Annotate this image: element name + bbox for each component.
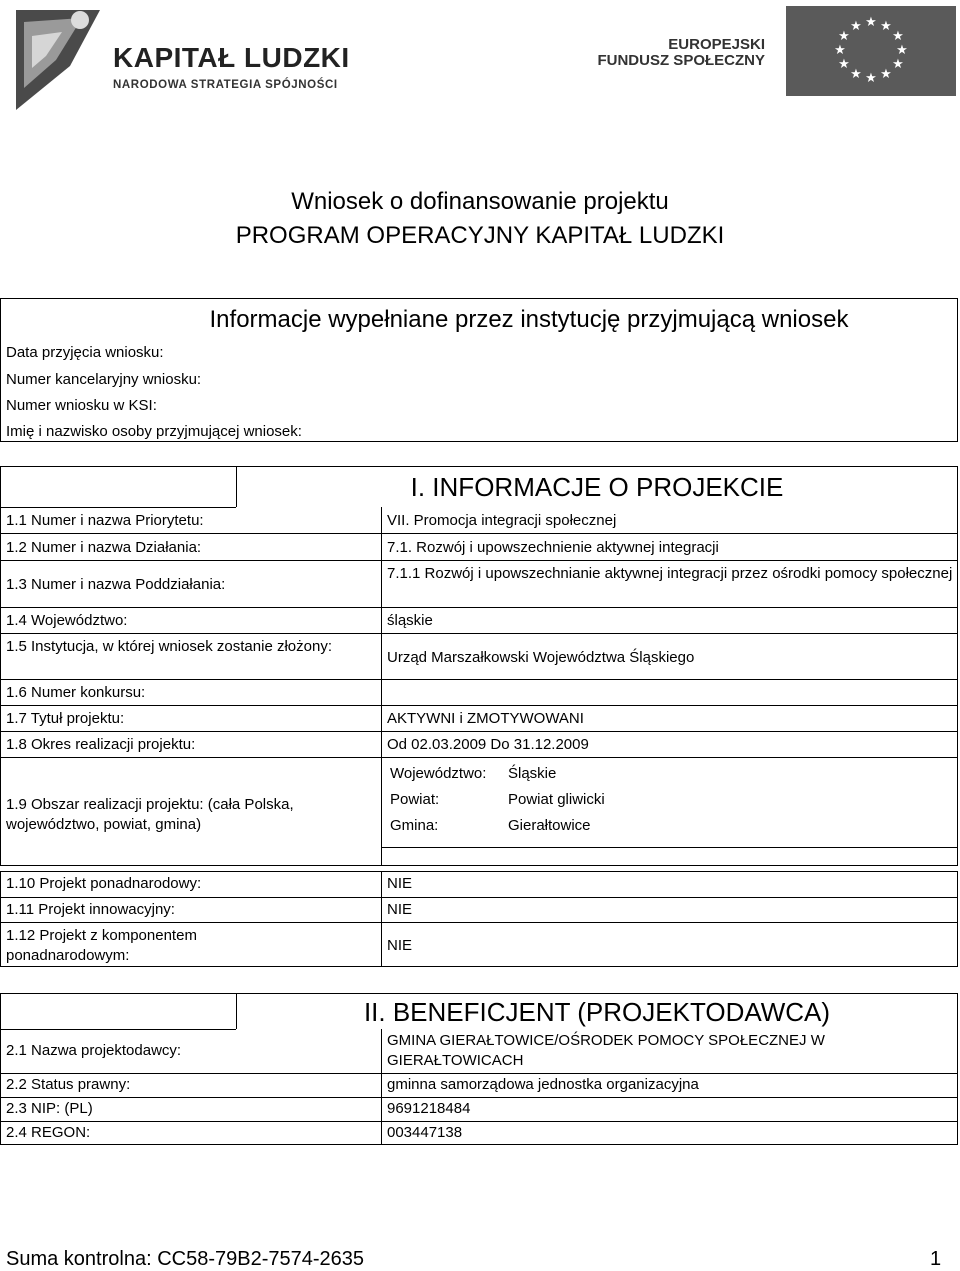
svg-text:★: ★ bbox=[865, 15, 877, 30]
project-title-label: 1.7 Tytuł projektu: bbox=[6, 710, 125, 727]
area-commune-value: Gierałtowice bbox=[508, 817, 591, 834]
intake-info-title: Informacje wypełniane przez instytucję przyjmującą wniosek bbox=[209, 306, 849, 333]
footer-checksum: Suma kontrolna: CC58-79B2-7574-2635 bbox=[6, 1248, 364, 1270]
svg-text:★: ★ bbox=[834, 43, 846, 58]
area-voivodeship-value: Śląskie bbox=[508, 765, 557, 782]
transnational-value: NIE bbox=[387, 875, 413, 892]
legal-status-label: 2.2 Status prawny: bbox=[6, 1076, 131, 1093]
document-title: Wniosek o dofinansowanie projektu bbox=[291, 188, 669, 215]
action-label: 1.2 Numer i nazwa Działania: bbox=[6, 539, 202, 556]
svg-text:★: ★ bbox=[850, 67, 862, 82]
transnational-component-value: NIE bbox=[387, 937, 413, 954]
area-label: 1.9 Obszar realizacji projektu: (cała Polska, województwo, powiat, gmina) bbox=[6, 796, 294, 833]
institution-value: Urząd Marszałkowski Województwa Śląskiego bbox=[387, 649, 695, 666]
kapital-ludzki-subtitle: NARODOWA STRATEGIA SPÓJNOŚCI bbox=[113, 79, 338, 91]
priority-label: 1.1 Numer i nazwa Priorytetu: bbox=[6, 512, 204, 529]
svg-text:★: ★ bbox=[838, 57, 850, 72]
priority-value: VII. Promocja integracji społecznej bbox=[387, 512, 617, 529]
eu-flag-icon bbox=[786, 6, 956, 96]
beneficiary-name-value: GMINA GIERAŁTOWICE/OŚRODEK POMOCY SPOŁECZNEJ W GIERAŁTOWICACH bbox=[387, 1032, 825, 1069]
intake-field-label: Numer kancelaryjny wniosku: bbox=[6, 371, 202, 388]
innovative-label: 1.11 Projekt innowacyjny: bbox=[6, 901, 175, 918]
institution-label: 1.5 Instytucja, w której wniosek zostanie złożony: bbox=[6, 638, 332, 655]
intake-field-label: Imię i nazwisko osoby przyjmującej wniosek: bbox=[6, 423, 302, 440]
svg-text:★: ★ bbox=[892, 57, 904, 72]
svg-text:★: ★ bbox=[880, 67, 892, 82]
area-commune-key: Gmina: bbox=[390, 817, 439, 834]
svg-text:★: ★ bbox=[896, 43, 908, 58]
document-subtitle: PROGRAM OPERACYJNY KAPITAŁ LUDZKI bbox=[235, 222, 725, 249]
kapital-ludzki-logo bbox=[0, 0, 390, 120]
legal-status-value: gminna samorządowa jednostka organizacyjna bbox=[387, 1076, 699, 1093]
voivodeship-value: śląskie bbox=[387, 612, 433, 629]
transnational-component-label: 1.12 Projekt z komponentem ponadnarodowym: bbox=[6, 927, 197, 964]
action-value: 7.1. Rozwój i upowszechnienie aktywnej integracji bbox=[387, 539, 719, 556]
contest-number-label: 1.6 Numer konkursu: bbox=[6, 684, 146, 701]
svg-text:★: ★ bbox=[865, 71, 877, 86]
efs-logo-line2: FUNDUSZ SPOŁECZNY bbox=[597, 52, 765, 69]
svg-text:★: ★ bbox=[850, 19, 862, 34]
section-title-beneficiary: II. BENEFICJENT (PROJEKTODAWCA) bbox=[363, 997, 831, 1027]
project-title-value: AKTYWNI i ZMOTYWOWANI bbox=[387, 710, 584, 727]
kapital-ludzki-title: KAPITAŁ LUDZKI bbox=[113, 42, 350, 73]
kapital-ludzki-emblem-icon bbox=[10, 6, 106, 112]
period-label: 1.8 Okres realizacji projektu: bbox=[6, 736, 196, 753]
intake-field-label: Data przyjęcia wniosku: bbox=[6, 344, 164, 361]
section-title-project: I. INFORMACJE O PROJEKCIE bbox=[410, 472, 784, 502]
transnational-label: 1.10 Projekt ponadnarodowy: bbox=[6, 875, 202, 892]
area-county-value: Powiat gliwicki bbox=[508, 791, 605, 808]
area-county-key: Powiat: bbox=[390, 791, 440, 808]
footer-page-number: 1 bbox=[930, 1248, 942, 1270]
efs-logo bbox=[590, 0, 960, 100]
svg-text:★: ★ bbox=[880, 19, 892, 34]
regon-label: 2.4 REGON: bbox=[6, 1124, 91, 1141]
nip-label: 2.3 NIP: (PL) bbox=[6, 1100, 93, 1117]
regon-value: 003447138 bbox=[387, 1124, 463, 1141]
nip-value: 9691218484 bbox=[387, 1100, 471, 1117]
svg-text:★: ★ bbox=[892, 29, 904, 44]
voivodeship-label: 1.4 Województwo: bbox=[6, 612, 128, 629]
svg-text:★: ★ bbox=[838, 29, 850, 44]
beneficiary-name-label: 2.1 Nazwa projektodawcy: bbox=[6, 1042, 182, 1059]
subaction-value: 7.1.1 Rozwój i upowszechnianie aktywnej integracji przez ośrodki pomocy społecznej bbox=[387, 565, 953, 582]
intake-field-label: Numer wniosku w KSI: bbox=[6, 397, 157, 414]
innovative-value: NIE bbox=[387, 901, 413, 918]
period-value: Od 02.03.2009 Do 31.12.2009 bbox=[387, 736, 589, 753]
efs-logo-line1: EUROPEJSKI bbox=[668, 36, 765, 53]
subaction-label: 1.3 Numer i nazwa Poddziałania: bbox=[6, 576, 226, 593]
area-voivodeship-key: Województwo: bbox=[390, 765, 487, 782]
